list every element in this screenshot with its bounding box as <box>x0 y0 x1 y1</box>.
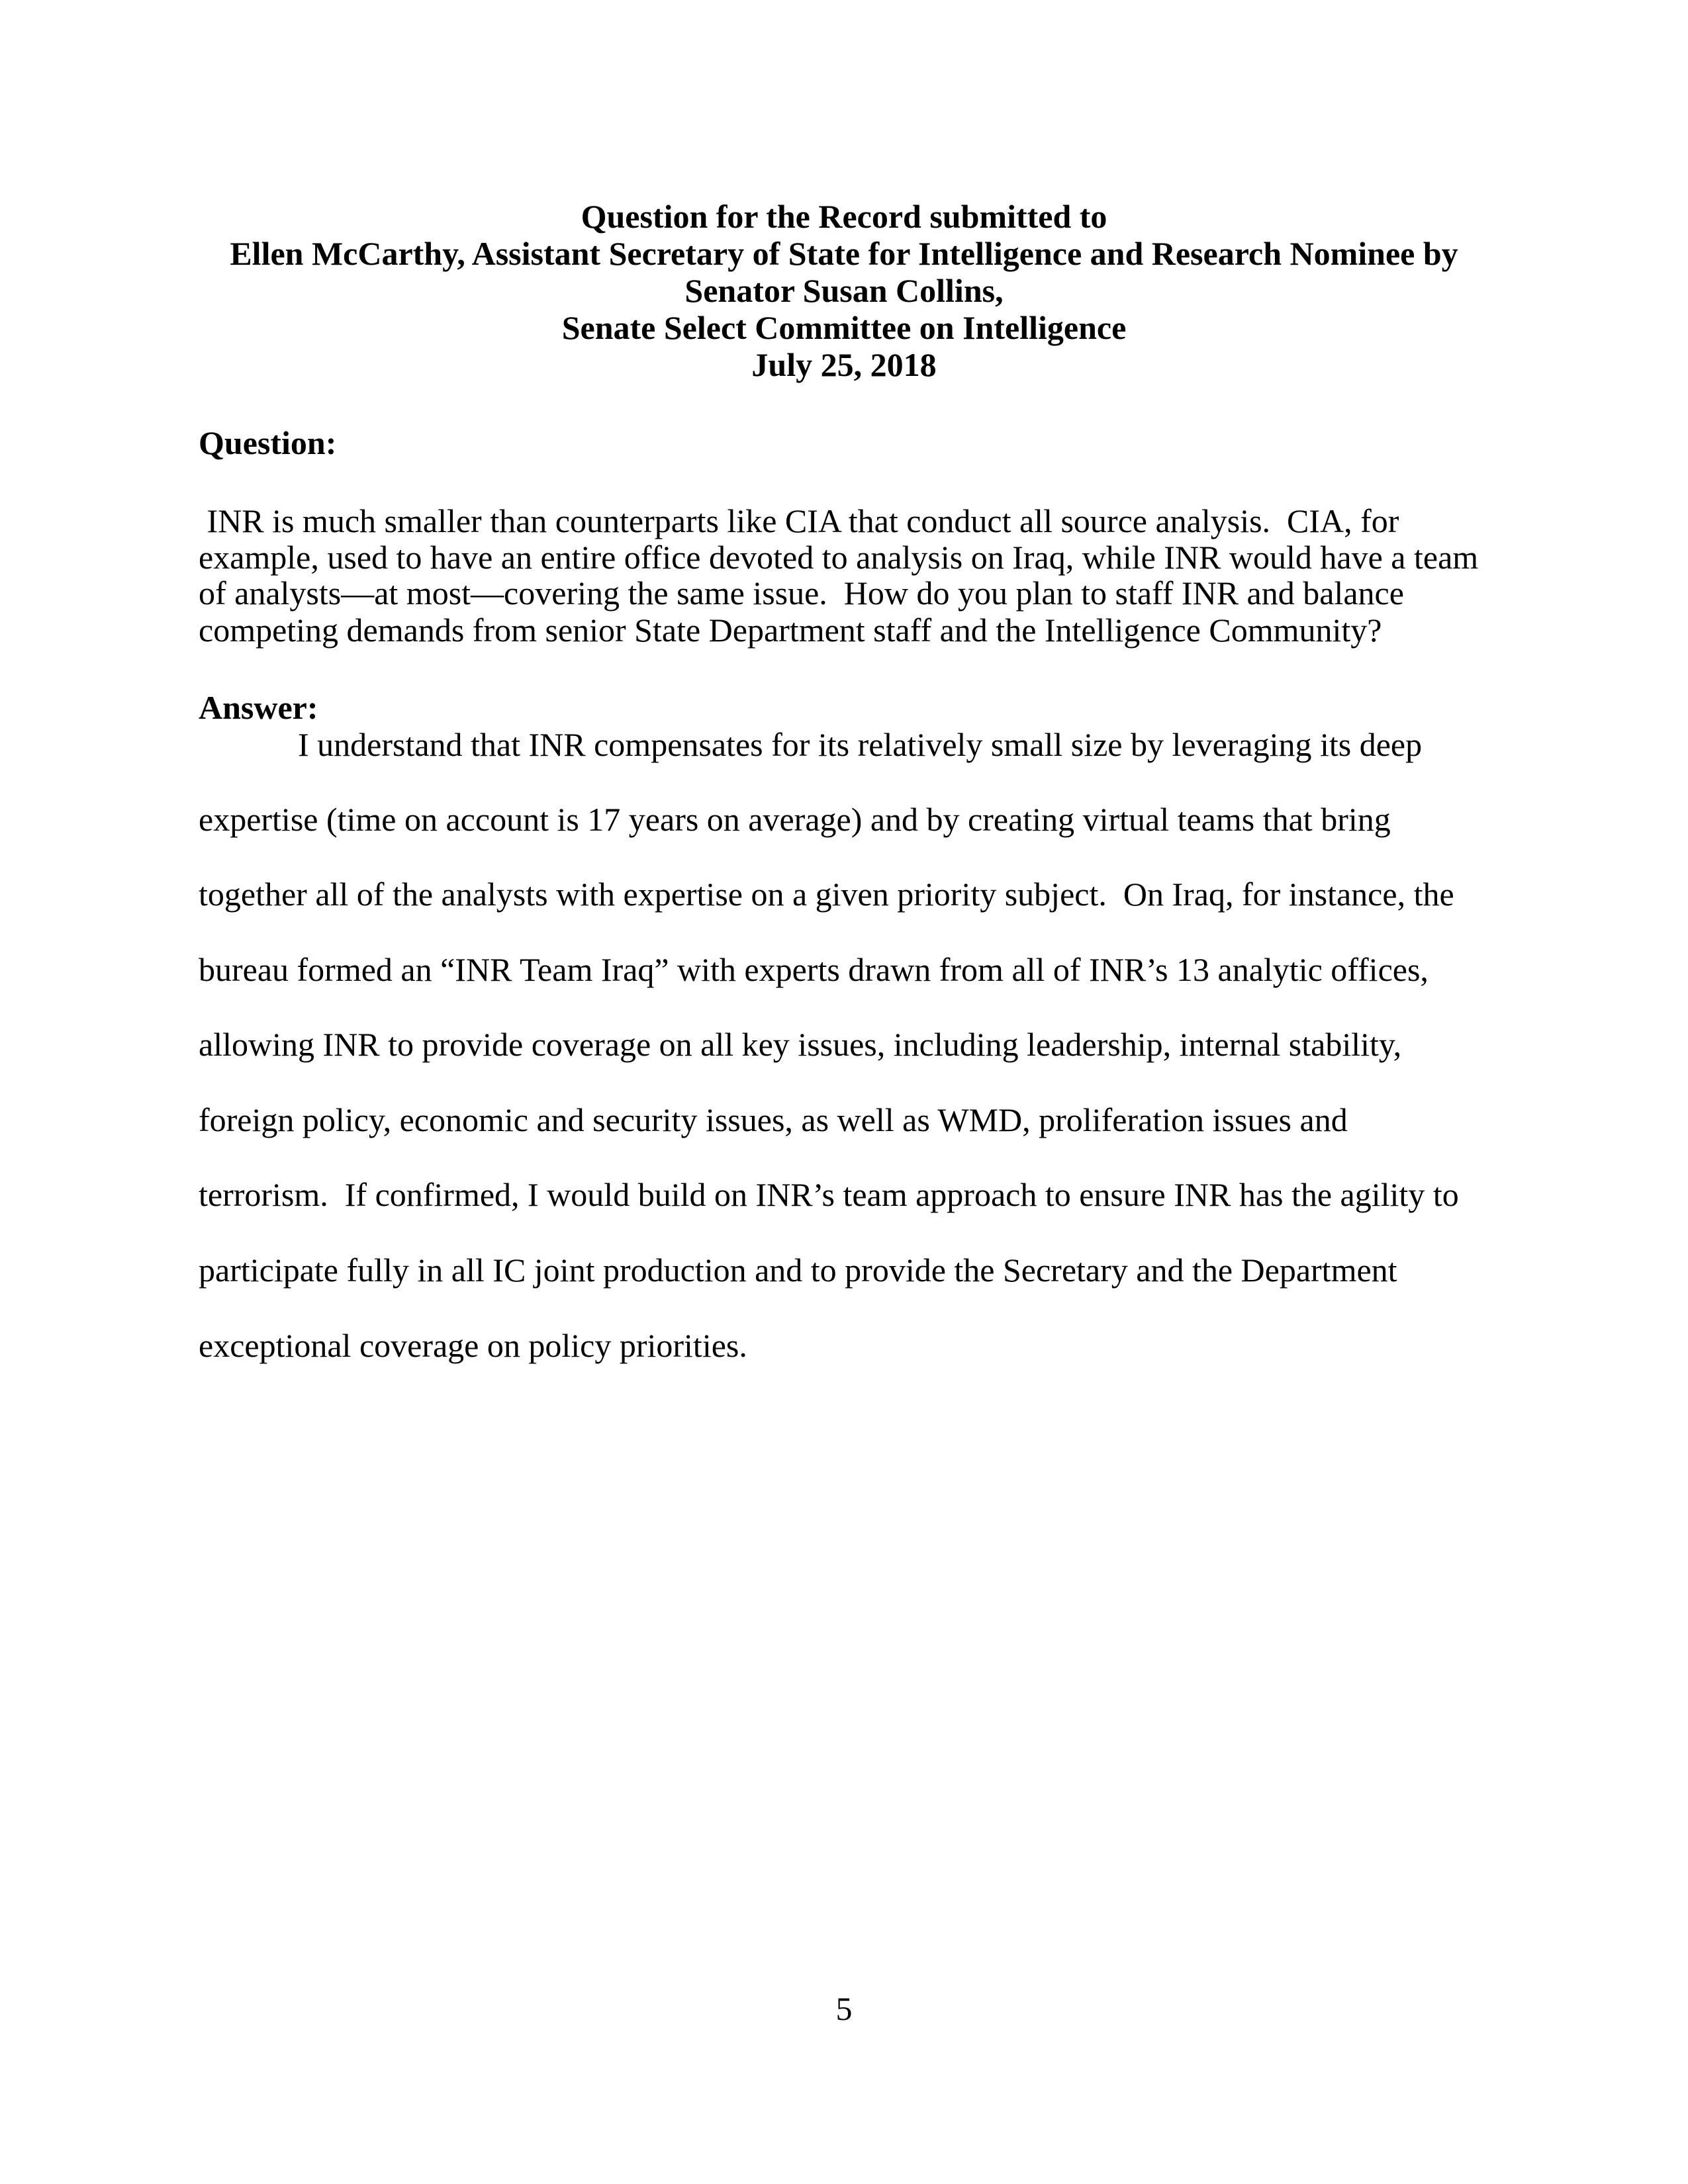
page-number: 5 <box>835 1990 853 2027</box>
header-line: Senate Select Committee on Intelligence <box>561 309 1127 346</box>
answer-line: allowing INR to provide coverage on all key issues, including leadership, internal stability, <box>199 1026 1402 1063</box>
header-line: Question for the Record submitted to <box>581 198 1107 235</box>
answer-label: Answer: <box>199 689 318 726</box>
header-line: Senator Susan Collins, <box>684 272 1004 309</box>
answer-line: expertise (time on account is 17 years on average) and by creating virtual teams that bring <box>199 801 1391 838</box>
question-line: INR is much smaller than counterparts like CIA that conduct all source analysis. CIA, for <box>199 502 1399 539</box>
question-line: example, used to have an entire office devoted to analysis on Iraq, while INR would have a team <box>199 539 1479 576</box>
answer-line: exceptional coverage on policy priorities. <box>199 1327 747 1364</box>
answer-line: together all of the analysts with expertise on a given priority subject. On Iraq, for instance, the <box>199 876 1454 913</box>
question-line: competing demands from senior State Department staff and the Intelligence Community? <box>199 612 1382 649</box>
header-line: Ellen McCarthy, Assistant Secretary of State for Intelligence and Research Nominee by <box>230 235 1458 272</box>
header-line: July 25, 2018 <box>751 346 937 383</box>
question-label: Question: <box>199 424 337 461</box>
answer-line: I understand that INR compensates for its relatively small size by leveraging its deep <box>298 726 1423 763</box>
answer-line: terrorism. If confirmed, I would build on INR’s team approach to ensure INR has the agility to <box>199 1176 1459 1213</box>
question-line: of analysts—at most—covering the same issue. How do you plan to staff INR and balance <box>199 574 1404 612</box>
answer-line: bureau formed an “INR Team Iraq” with experts drawn from all of INR’s 13 analytic offices, <box>199 951 1429 988</box>
answer-line: participate fully in all IC joint production and to provide the Secretary and the Department <box>199 1251 1397 1289</box>
answer-line: foreign policy, economic and security issues, as well as WMD, proliferation issues and <box>199 1101 1348 1138</box>
